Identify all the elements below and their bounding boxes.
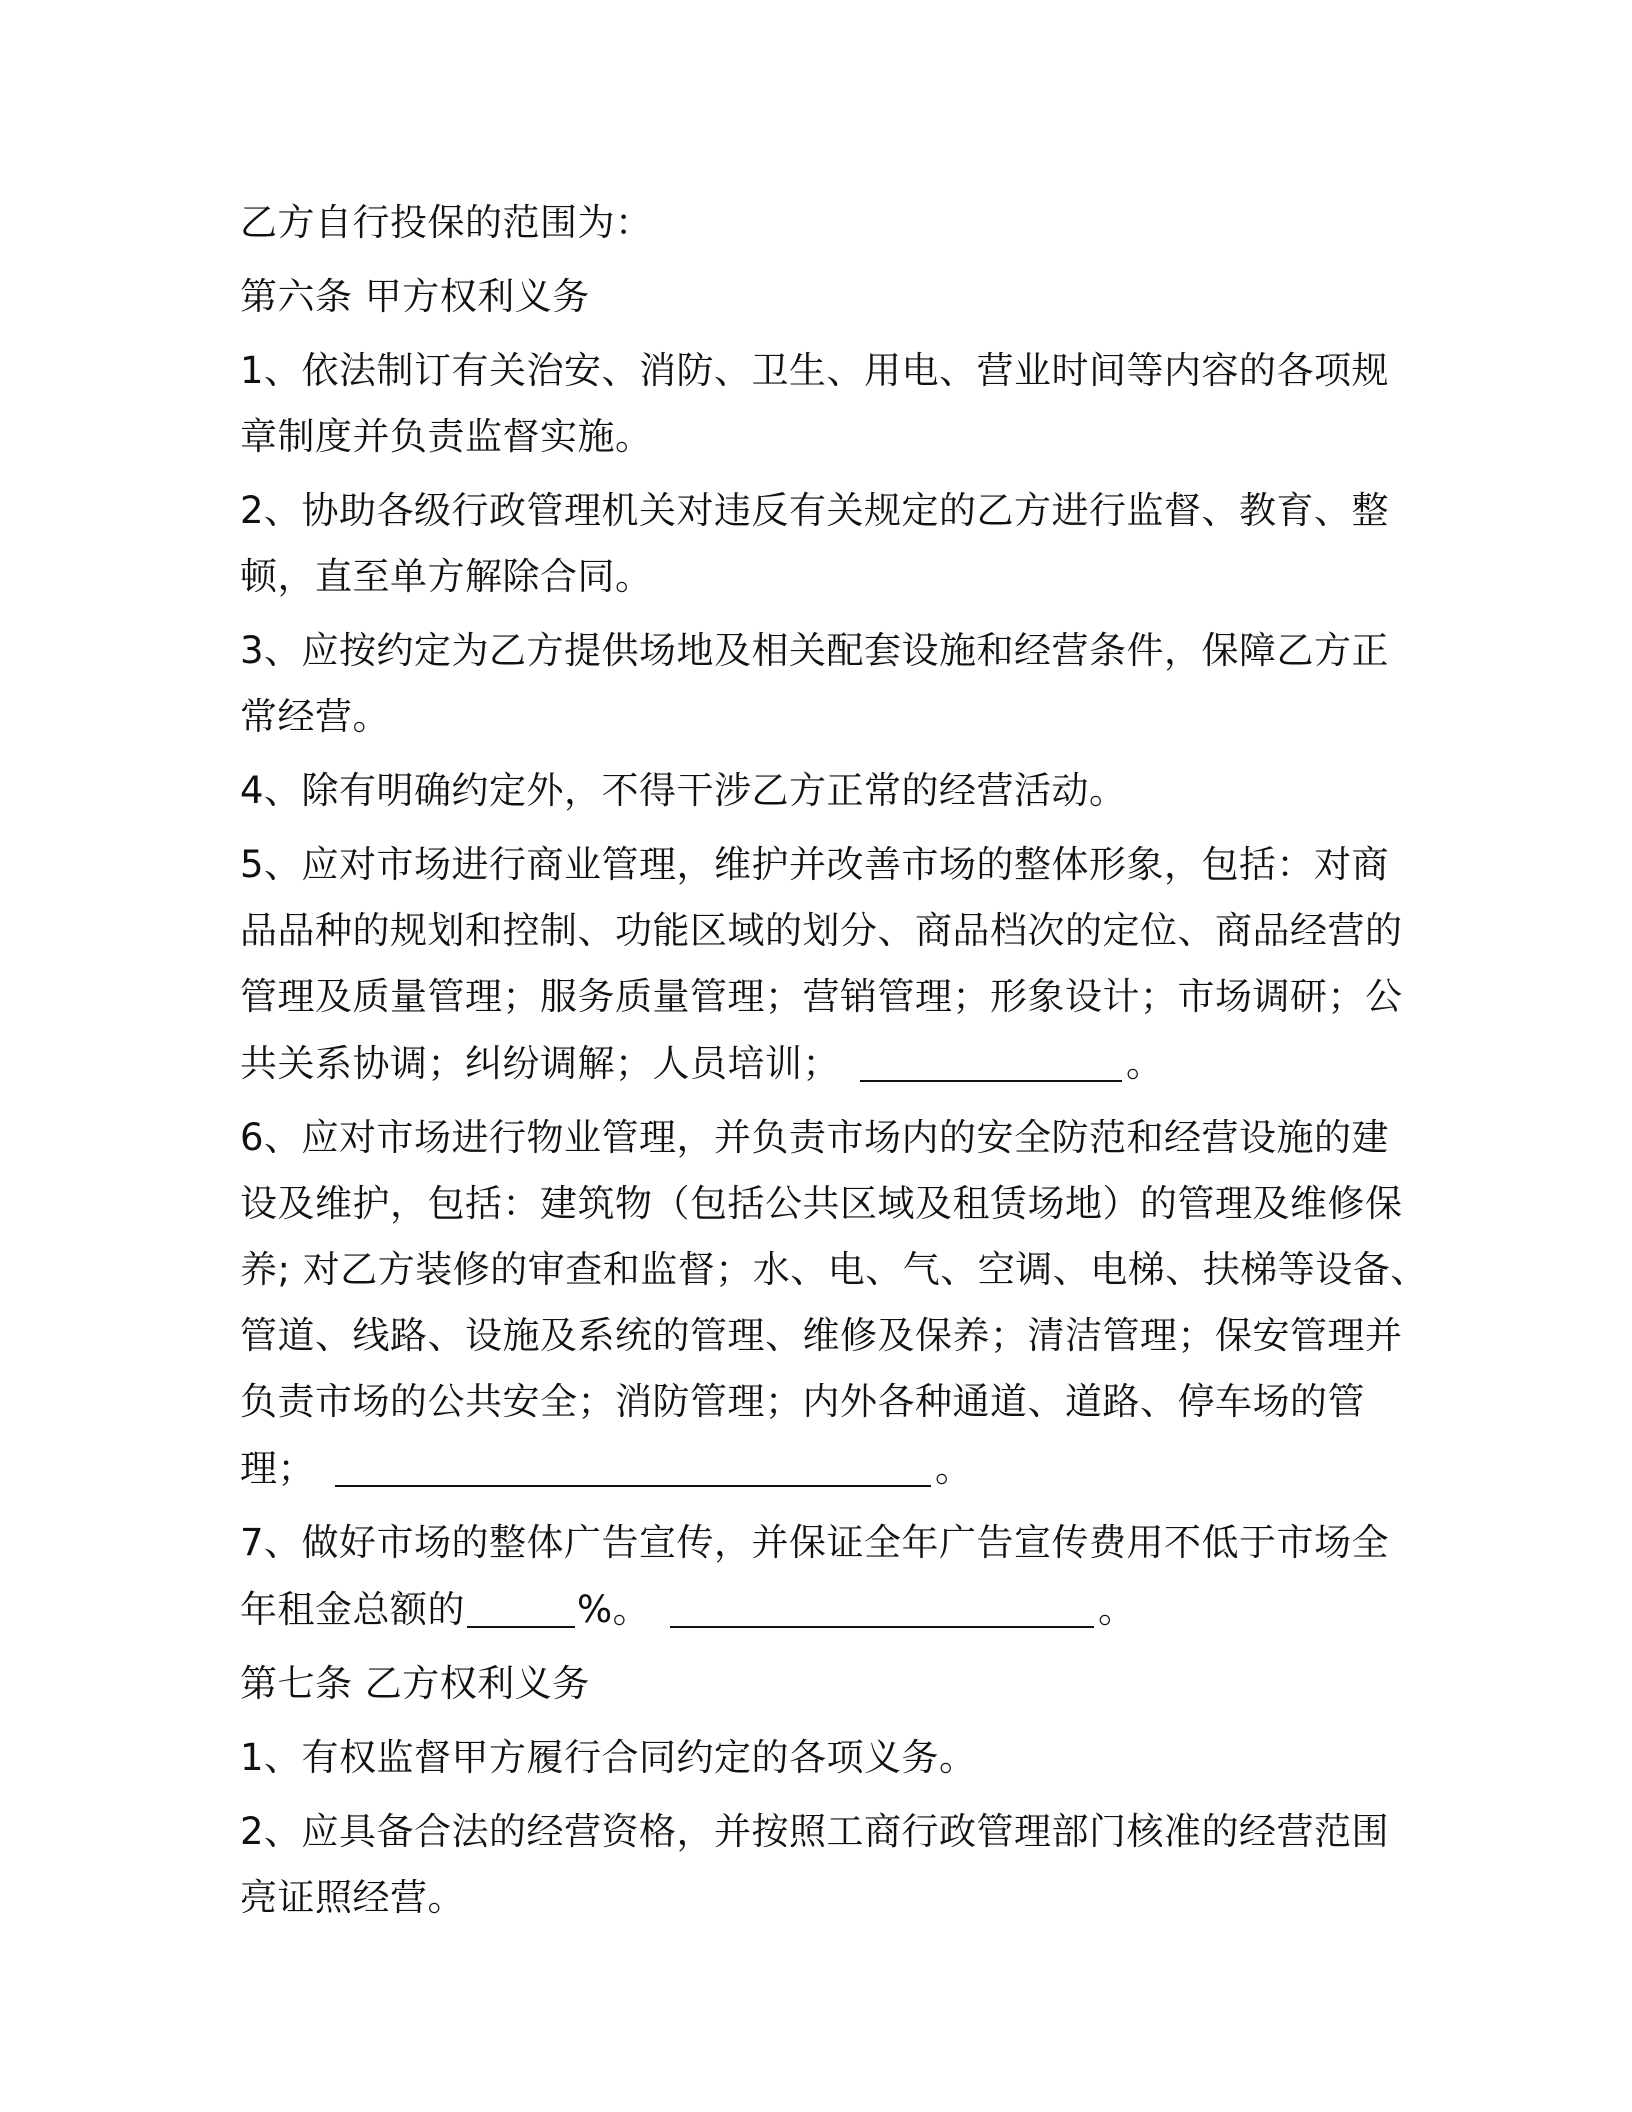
sentence-end: 。 — [935, 1447, 973, 1490]
paragraph-line: 2、协助各级行政管理机关对违反有关规定的乙方进行监督、教育、整 — [240, 489, 1390, 532]
paragraph-line: 管理及质量管理；服务质量管理；营销管理；形象设计；市场调研；公 — [240, 975, 1403, 1018]
section-6-title: 第六条 甲方权利义务 — [240, 275, 590, 318]
paragraph-line: 6、应对市场进行物业管理，并负责市场内的安全防范和经营设施的建 — [240, 1116, 1390, 1159]
section-6-item-2 — [240, 478, 1390, 610]
paragraph-line: 设及维护，包括：建筑物（包括公共区域及租赁场地）的管理及维修保 — [240, 1182, 1403, 1225]
sentence-end: 。 — [1126, 1042, 1164, 1085]
section-6-item-6 — [240, 1105, 1428, 1502]
insurance-scope-line: 乙方自行投保的范围为： — [240, 201, 653, 244]
paragraph-line: 4、除有明确约定外，不得干涉乙方正常的经营活动。 — [240, 769, 1127, 812]
paragraph-line: 1、有权监督甲方履行合同约定的各项义务。 — [240, 1736, 977, 1779]
section-7-item-2 — [240, 1799, 1390, 1931]
paragraph-line: 管道、线路、设施及系统的管理、维修及保养；清洁管理；保安管理并 — [240, 1314, 1403, 1357]
section-7-item-1 — [240, 1725, 1380, 1791]
paragraph-line — [240, 1576, 1380, 1643]
paragraph-line: 1、依法制订有关治安、消防、卫生、用电、营业时间等内容的各项规 — [240, 349, 1390, 392]
paragraph-text: 年租金总额的 — [240, 1588, 465, 1631]
paragraph-line: 亮证照经营。 — [240, 1876, 465, 1919]
paragraph-line: 常经营。 — [240, 695, 390, 738]
fill-in-blank[interactable] — [335, 1441, 931, 1487]
section-6-item-7 — [240, 1510, 1390, 1643]
section-6-item-3 — [240, 618, 1390, 750]
section-7-title: 第七条 乙方权利义务 — [240, 1662, 590, 1705]
paragraph-line: 养; 对乙方装修的审查和监督；水、电、气、空调、电梯、扶梯等设备、 — [240, 1248, 1428, 1291]
paragraph-text: 共关系协调；纠纷调解；人员培训； — [240, 1042, 840, 1085]
section-6-item-5 — [240, 832, 1403, 1097]
paragraph-line: 品品种的规划和控制、功能区域的划分、商品档次的定位、商品经营的 — [240, 909, 1403, 952]
section-6-item-1 — [240, 338, 1390, 470]
percent-blank[interactable] — [467, 1582, 575, 1628]
section-6-item-4 — [240, 758, 1380, 824]
paragraph-line — [240, 1030, 1380, 1097]
percent-sign: %。 — [577, 1588, 651, 1631]
paragraph-line — [240, 1435, 1380, 1502]
paragraph-line: 3、应按约定为乙方提供场地及相关配套设施和经营条件，保障乙方正 — [240, 629, 1390, 672]
paragraph-text: 理； — [240, 1447, 315, 1490]
paragraph-line: 7、做好市场的整体广告宣传，并保证全年广告宣传费用不低于市场全 — [240, 1521, 1390, 1564]
paragraph-line: 顿，直至单方解除合同。 — [240, 555, 653, 598]
sentence-end: 。 — [1098, 1588, 1136, 1631]
fill-in-blank[interactable] — [670, 1582, 1094, 1628]
fill-in-blank[interactable] — [860, 1036, 1122, 1082]
paragraph-line: 2、应具备合法的经营资格，并按照工商行政管理部门核准的经营范围 — [240, 1810, 1390, 1853]
paragraph-line: 负责市场的公共安全；消防管理；内外各种通道、道路、停车场的管 — [240, 1380, 1365, 1423]
paragraph-line: 5、应对市场进行商业管理，维护并改善市场的整体形象，包括：对商 — [240, 843, 1390, 886]
paragraph-line: 章制度并负责监督实施。 — [240, 415, 653, 458]
document-body — [240, 190, 1428, 1939]
